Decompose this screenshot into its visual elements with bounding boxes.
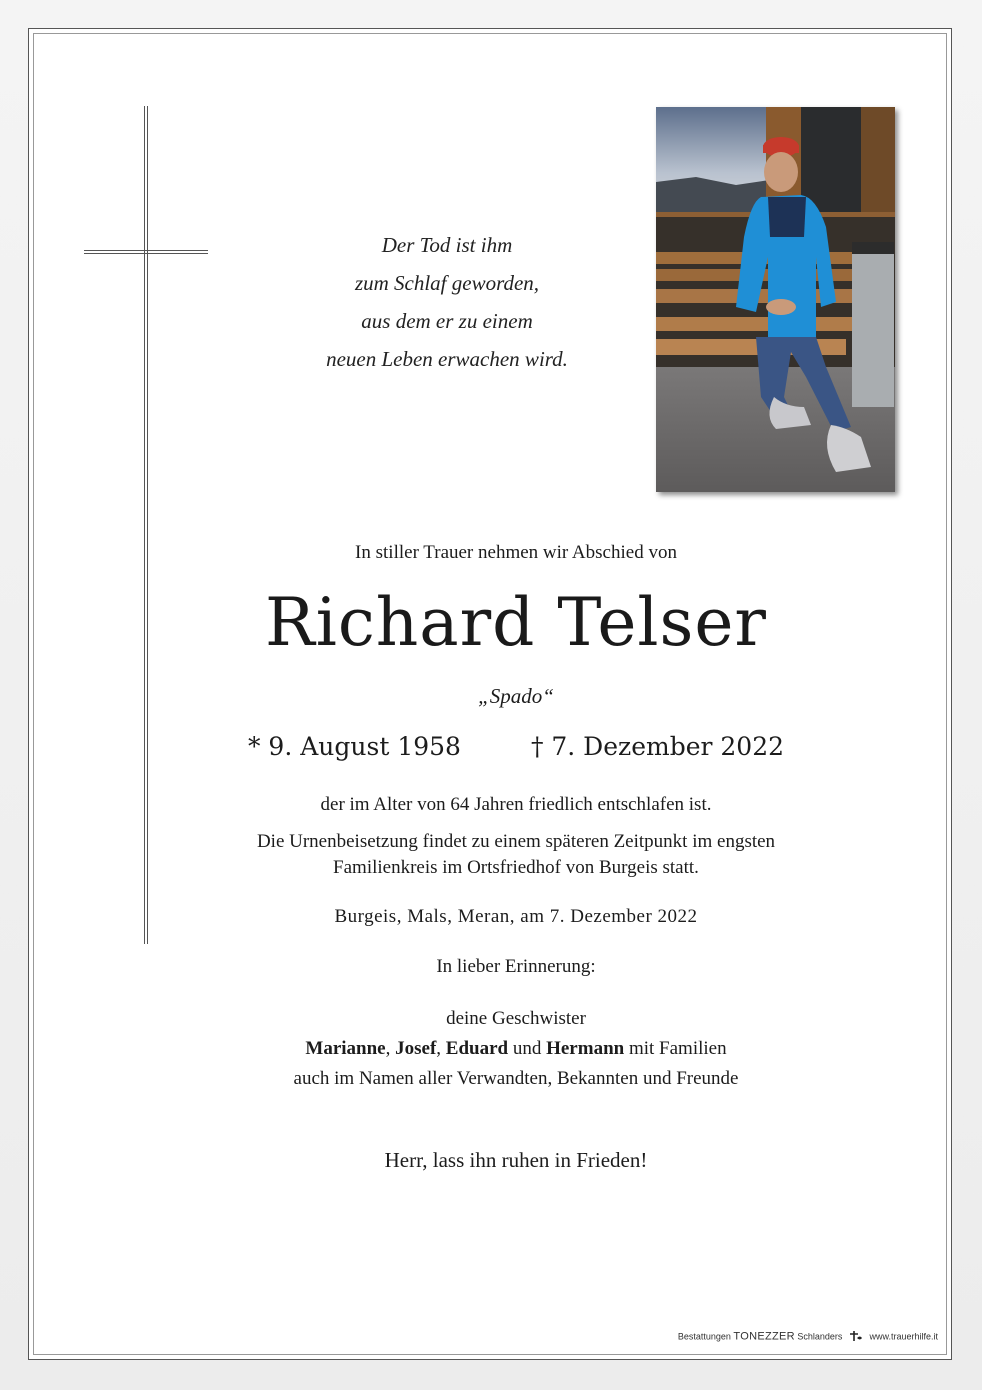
sibling-name: Eduard	[445, 1038, 509, 1059]
mourners	[0, 1004, 982, 1094]
sibling-name: Hermann	[546, 1038, 625, 1059]
burial-line: Die Urnenbeisetzung findet zu einem späteren Zeitpunkt im engsten	[256, 831, 776, 852]
place-date: Burgeis, Mals, Meran, am 7. Dezember 2022	[334, 906, 698, 927]
remembrance-heading: In lieber Erinnerung:	[436, 956, 596, 977]
birth-date: * 9. August 1958	[247, 732, 461, 761]
age-text: der im Alter von 64 Jahren friedlich entschlafen ist.	[320, 794, 712, 815]
death-date: † 7. Dezember 2022	[530, 732, 785, 761]
verse-line: zum Schlaf geworden,	[354, 271, 540, 295]
closing-prayer: Herr, lass ihn ruhen in Frieden!	[384, 1148, 648, 1172]
trauerhilfe-logo-icon	[849, 1330, 863, 1344]
sibling-name: Marianne	[305, 1038, 386, 1059]
sibling-name: Josef	[395, 1038, 437, 1059]
intro-text: In stiller Trauer nehmen wir Abschied von	[355, 542, 677, 563]
nickname: „Spado“	[478, 684, 554, 708]
families-suffix: mit Familien	[624, 1038, 727, 1059]
inner-frame	[33, 33, 947, 1355]
life-dates	[0, 732, 982, 761]
footer-prefix: Bestattungen	[677, 1331, 734, 1342]
cross-horizontal-beam	[84, 250, 208, 254]
portrait-photo	[656, 107, 895, 492]
obituary-card	[28, 28, 952, 1360]
footer-credit	[678, 1330, 938, 1344]
footer-brand: TONEZZER	[733, 1330, 795, 1343]
relation: deine Geschwister	[446, 1008, 586, 1029]
deceased-name: Richard Telser	[265, 584, 767, 661]
conjunction: und	[508, 1038, 547, 1059]
cross-vertical-beam	[144, 106, 148, 944]
verse-line: aus dem er zu einem	[361, 309, 533, 333]
verse-line: neuen Leben erwachen wird.	[326, 347, 568, 371]
burial-line: Familienkreis im Ortsfriedhof von Burgeis statt.	[333, 857, 699, 878]
footer-suffix: Schlanders	[794, 1331, 843, 1342]
footer-website[interactable]: www.trauerhilfe.it	[869, 1331, 938, 1342]
verse	[282, 226, 612, 378]
separator: ,	[385, 1038, 396, 1059]
separator: ,	[436, 1038, 446, 1059]
relatives-line: auch im Namen aller Verwandten, Bekannten und Freunde	[293, 1068, 739, 1089]
verse-line: Der Tod ist ihm	[381, 233, 513, 257]
burial-text	[0, 829, 982, 881]
sibling-names	[0, 1034, 982, 1064]
